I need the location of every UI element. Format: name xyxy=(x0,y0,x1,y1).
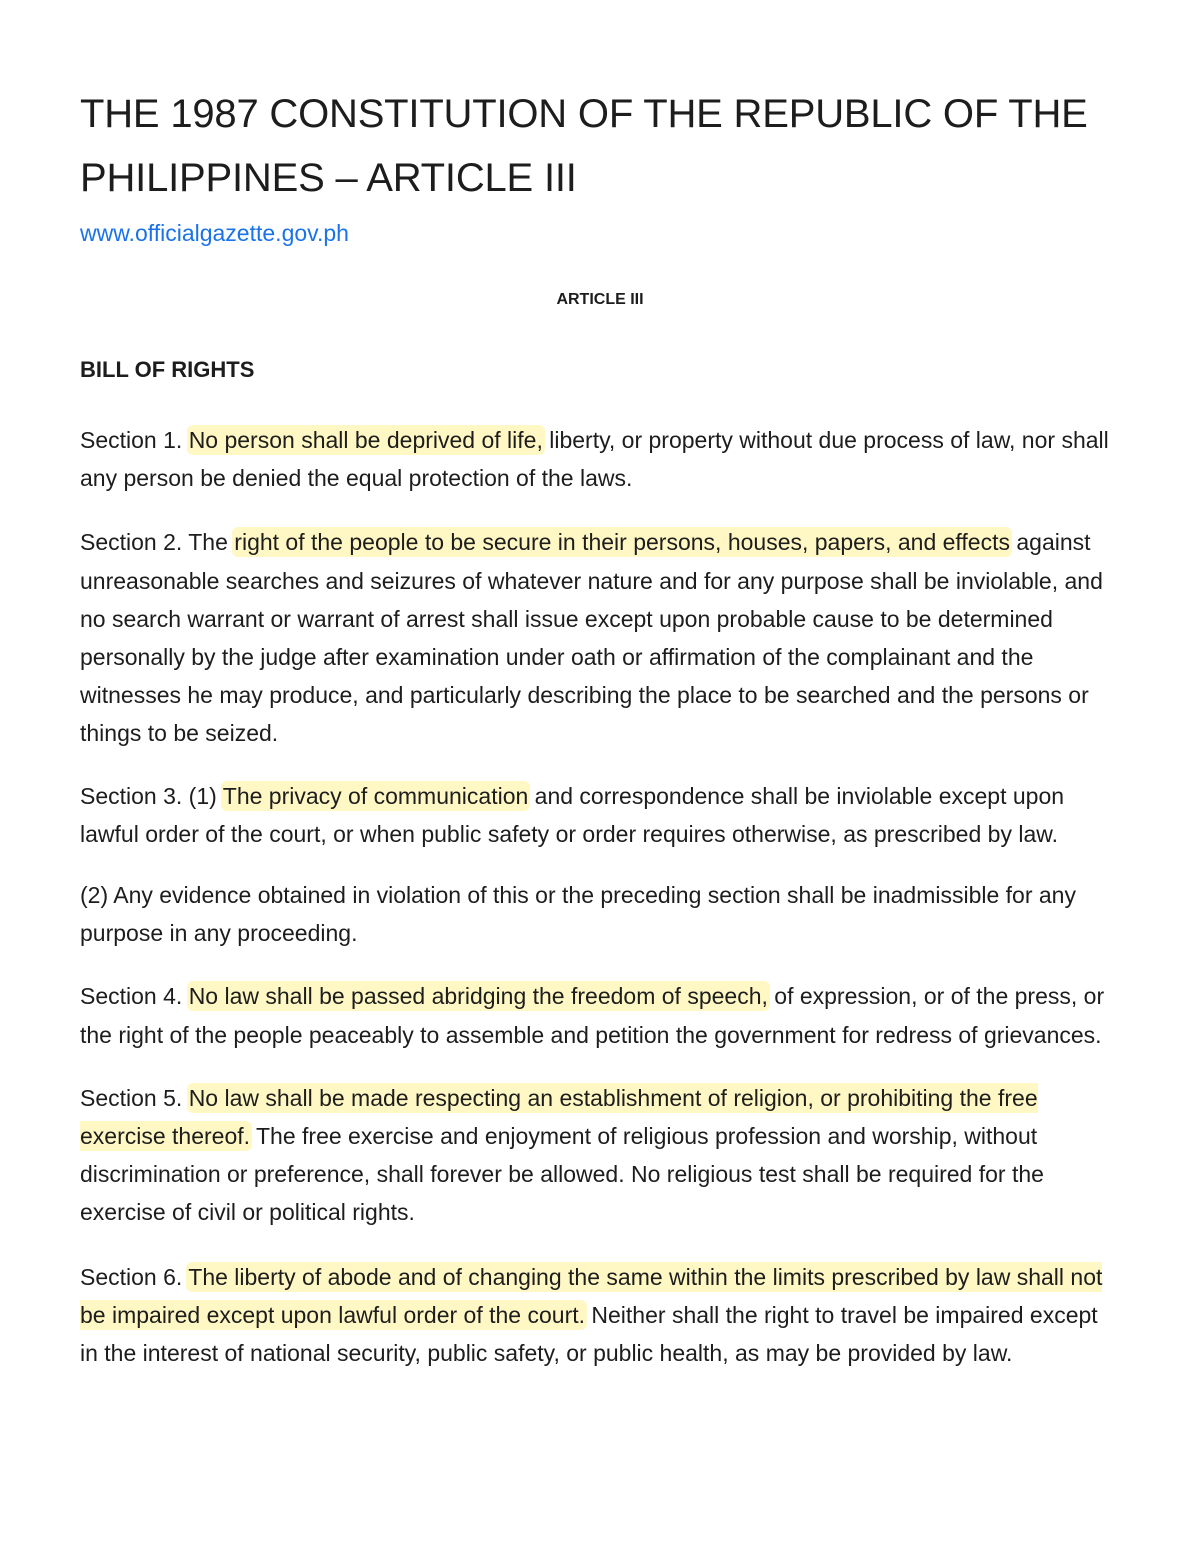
section-3-prefix: Section 3. (1) xyxy=(80,782,223,809)
section-1-prefix: Section 1. xyxy=(80,427,189,453)
source-link[interactable]: www.officialgazette.gov.ph xyxy=(80,220,349,246)
section-5-prefix: Section 5. xyxy=(80,1084,189,1111)
section-4-text: of expression, or of the press, or the right of the people peaceably to assemble and petition the government for redress of grievances. xyxy=(80,983,1105,1048)
section-2-text: against unreasonable searches and seizures of whatever nature and for any purpose shall be inviolable, and no search warrant or warrant of arrest shall issue except upon probable cause to be determined personally by the judge after examination under oath or affirmation of the complainant and the witnesses he may produce, and particularly describing the place to be searched and the persons or things to be seized. xyxy=(80,529,1103,747)
section-5-text: The free exercise and enjoyment of religious profession and worship, without discrimination or preference, shall forever be allowed. No religious test shall be required for the exercise of civil or political rights. xyxy=(80,1123,1044,1226)
section-1-text: liberty, or property without due process of law, nor shall any person be denied the equal protection of the laws. xyxy=(80,427,1109,492)
section-2 xyxy=(80,523,1120,752)
section-3-paragraph-2: (2) Any evidence obtained in violation of this or the preceding section shall be inadmissible for any purpose in any proceeding. xyxy=(80,882,1076,947)
bill-of-rights-heading: BILL OF RIGHTS xyxy=(80,357,255,382)
section-6-highlight: The liberty of abode and of changing the same within the limits prescribed by law shall not be impaired except upon lawful order of the court. xyxy=(80,1263,1103,1328)
section-1 xyxy=(80,421,1120,497)
section-2-highlight: right of the people to be secure in their persons, houses, papers, and effects xyxy=(234,529,1010,556)
section-4 xyxy=(80,977,1120,1053)
section-3 xyxy=(80,777,1120,853)
section-6-text: Neither shall the right to travel be impaired except in the interest of national security, public safety, or public health, as may be provided by law. xyxy=(80,1301,1098,1367)
section-1-highlight: No person shall be deprived of life, xyxy=(188,427,543,453)
section-4-highlight: No law shall be passed abridging the freedom of speech, xyxy=(188,983,768,1010)
article-label: ARTICLE III xyxy=(556,291,644,308)
section-6-prefix: Section 6. xyxy=(80,1263,189,1290)
section-3-highlight: The privacy of communication xyxy=(222,782,529,809)
section-2-prefix: Section 2. The xyxy=(80,529,235,556)
section-5-highlight: No law shall be made respecting an establishment of religion, or prohibiting the free exercise thereof. xyxy=(80,1084,1038,1150)
section-6 xyxy=(80,1258,1120,1373)
section-5 xyxy=(80,1079,1120,1232)
document-title: THE 1987 CONSTITUTION OF THE REPUBLIC OF THE PHILIPPINES – ARTICLE III xyxy=(80,92,1088,200)
section-3-text: and correspondence shall be inviolable except upon lawful order of the court, or when public safety or order requires otherwise, as prescribed by law. xyxy=(80,782,1065,847)
section-4-prefix: Section 4. xyxy=(80,983,189,1010)
